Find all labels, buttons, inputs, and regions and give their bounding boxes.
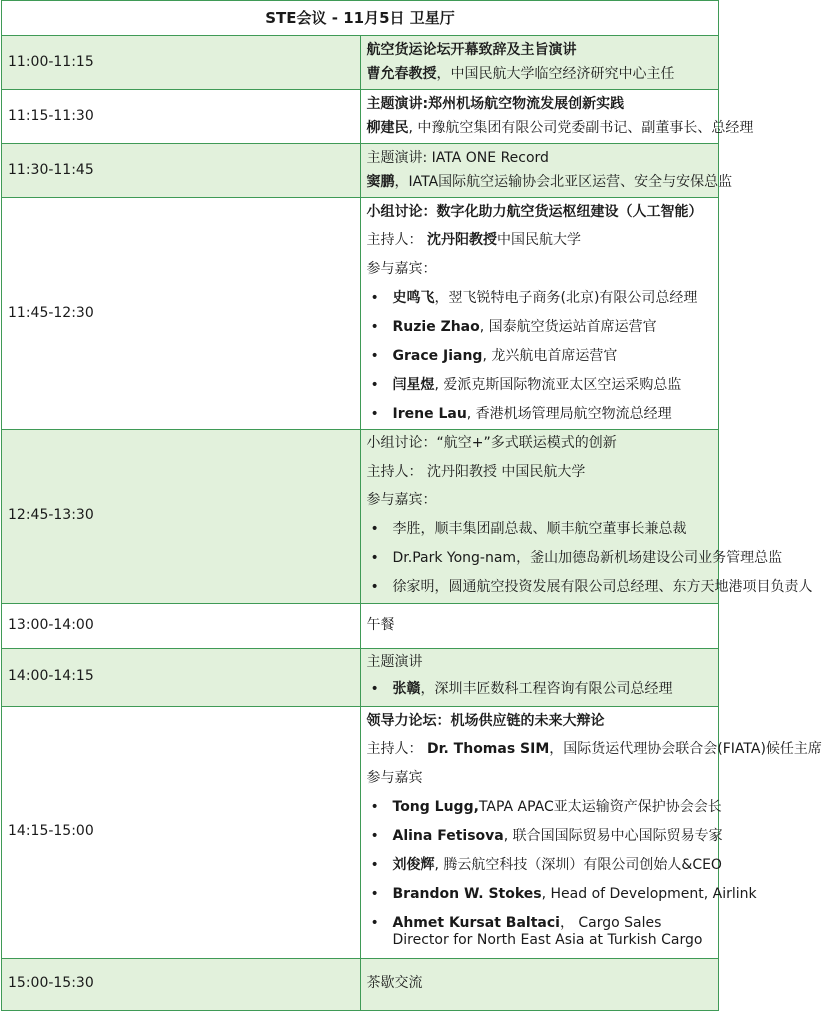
panelist-name: Grace Jiang [392, 347, 483, 364]
panelist-name: Ahmet Kursat Baltaci [392, 914, 560, 931]
bullet-icon: • [370, 376, 379, 393]
bullet-icon: • [370, 827, 379, 844]
bullet-icon: • [370, 550, 379, 567]
session-title: 主题演讲: IATA ONE Record [366, 149, 549, 166]
session-title: 小组讨论：“航空+”多式联运模式的创新 [366, 435, 617, 452]
panelist-name: 刘俊辉 [392, 856, 435, 873]
host-label: 主持人： [366, 463, 423, 480]
speaker-name: 柳建民 [366, 119, 409, 136]
content-cell [360, 36, 719, 90]
panelist-item [367, 371, 713, 400]
time-cell: 13:00-14:00 [2, 603, 361, 648]
table-row [2, 144, 719, 198]
speaker-affiliation: , 中豫航空集团有限公司党委副书记、副董事长、总经理 [408, 119, 754, 136]
panelist-item [367, 880, 757, 909]
bullet-icon: • [370, 579, 379, 596]
table-row [2, 706, 719, 958]
host-detail: 沈丹阳教授 中国民航大学 [426, 463, 586, 480]
panelist-name: Ruzie Zhao [392, 318, 480, 335]
time-cell: 12:45-13:30 [2, 429, 361, 603]
session-title: 领导力论坛：机场供应链的未来大辩论 [366, 712, 605, 729]
time-cell: 14:00-14:15 [2, 648, 361, 706]
time-cell: 11:30-11:45 [2, 144, 361, 198]
guests-label: 参与嘉宾： [366, 260, 437, 277]
panelist-name: 闫星煜 [392, 376, 435, 393]
panelist-item [367, 284, 713, 313]
panelist-name: Tong Lugg, [392, 798, 479, 815]
speaker-affiliation: ，中国民航大学临空经济研究中心主任 [436, 65, 675, 82]
time-cell: 14:15-15:00 [2, 706, 361, 958]
speaker-name: 窦鹏 [366, 173, 395, 190]
content-cell [360, 90, 754, 144]
panelist-item [367, 851, 722, 880]
session-title: 午餐 [366, 616, 395, 633]
panelist-affiliation: , 龙兴航电首席运营官 [482, 347, 618, 364]
panelist-affiliation: , Head of Development, Airlink [541, 885, 757, 902]
bullet-icon: • [370, 798, 379, 815]
panelist-item [367, 793, 722, 822]
content-cell [360, 603, 719, 648]
panelist-item [367, 544, 783, 573]
host-label: 主持人： [366, 741, 423, 758]
panelist-text: Dr.Park Yong-nam，釜山加德岛新机场建设公司业务管理总监 [392, 550, 783, 567]
time-cell: 11:45-12:30 [2, 198, 361, 430]
table-row [2, 90, 719, 144]
panelist-affiliation: , 香港机场管理局航空物流总经理 [466, 405, 672, 422]
host-line [367, 227, 713, 256]
panelist-affiliation: , 爱派克斯国际物流亚太区空运采购总监 [434, 376, 682, 393]
content-cell [360, 144, 733, 198]
table-row [2, 36, 719, 90]
schedule-table [1, 0, 822, 1011]
table-row [2, 648, 719, 706]
panelist-affiliation: ， Cargo Sales Director for North East Asia at Turkish Cargo [392, 914, 703, 949]
table-row [2, 958, 719, 1010]
panelist-item [367, 400, 713, 429]
table-row [2, 603, 719, 648]
panelist-item [367, 909, 713, 957]
speaker-line [367, 63, 713, 87]
session-title: 小组讨论：数字化助力航空货运枢纽建设（人工智能） [366, 203, 703, 220]
session-title: 茶歇交流 [366, 975, 423, 992]
speaker-name: 曹允春教授 [366, 65, 437, 82]
speaker-item [367, 675, 713, 704]
panelist-name: Brandon W. Stokes [392, 885, 542, 902]
speaker-affiliation: ，深圳丰匠数科工程咨询有限公司总经理 [420, 680, 673, 697]
bullet-icon: • [370, 885, 379, 902]
content-cell [360, 429, 813, 603]
host-affiliation: 中国民航大学 [496, 232, 581, 248]
bullet-icon: • [370, 521, 379, 538]
panelist-text: 李胜，顺丰集团副总裁、顺丰航空董事长兼总裁 [392, 521, 687, 538]
host-line [367, 458, 713, 487]
speaker-line [366, 171, 733, 195]
panelist-text: 徐家明，圆通航空投资发展有限公司总经理、东方天地港项目负责人 [392, 579, 813, 596]
speaker-affiliation: ，IATA国际航空运输协会北亚区运营、安全与安保总监 [394, 173, 733, 190]
host-name: Dr. Thomas SIM [426, 741, 550, 758]
content-cell [360, 958, 719, 1010]
time-cell: 15:00-15:30 [2, 958, 361, 1010]
content-cell [360, 198, 719, 430]
time-cell: 11:15-11:30 [2, 90, 361, 144]
panelist-item [367, 822, 723, 851]
panelist-item [367, 515, 713, 544]
panelist-item [367, 573, 813, 602]
host-name: 沈丹阳教授 [426, 232, 497, 248]
bullet-icon: • [370, 289, 379, 306]
session-title: 航空货运论坛开幕致辞及主旨演讲 [366, 41, 577, 58]
panelist-name: Irene Lau [392, 405, 467, 422]
content-cell [360, 648, 719, 706]
schedule-header: STE会议 - 11月5日 卫星厅 [2, 1, 719, 36]
speaker-line [366, 117, 754, 141]
bullet-icon: • [370, 680, 379, 697]
content-cell [360, 706, 822, 958]
panelist-affiliation: ，翌飞锐特电子商务(北京)有限公司总经理 [434, 289, 698, 306]
session-title: 主题演讲 [366, 653, 423, 670]
panelist-name: Alina Fetisova [392, 827, 504, 844]
panelist-item [367, 313, 713, 342]
host-affiliation: ，国际货运代理协会联合会(FIATA)候任主席 [549, 741, 822, 758]
bullet-icon: • [370, 347, 379, 364]
panelist-affiliation: , 联合国国际贸易中心国际贸易专家 [503, 827, 723, 844]
bullet-icon: • [370, 405, 379, 422]
guests-label: 参与嘉宾 [366, 769, 423, 786]
bullet-icon: • [370, 318, 379, 335]
panelist-item [367, 342, 713, 371]
panelist-affiliation: , 腾云航空科技（深圳）有限公司创始人&CEO [434, 856, 722, 873]
bullet-icon: • [370, 856, 379, 873]
speaker-name: 张赣 [392, 680, 421, 697]
bullet-icon: • [370, 914, 379, 931]
host-line [366, 736, 822, 765]
panelist-name: 史鸣飞 [392, 289, 435, 306]
panelist-affiliation: , 国泰航空货运站首席运营官 [479, 318, 657, 335]
panelist-affiliation: TAPA APAC亚太运输资产保护协会会长 [478, 798, 722, 815]
table-row [2, 429, 719, 603]
session-title: 主题演讲:郑州机场航空物流发展创新实践 [366, 95, 625, 112]
host-label: 主持人： [366, 232, 423, 248]
guests-label: 参与嘉宾： [366, 492, 437, 509]
time-cell: 11:00-11:15 [2, 36, 361, 90]
table-row [2, 198, 719, 430]
